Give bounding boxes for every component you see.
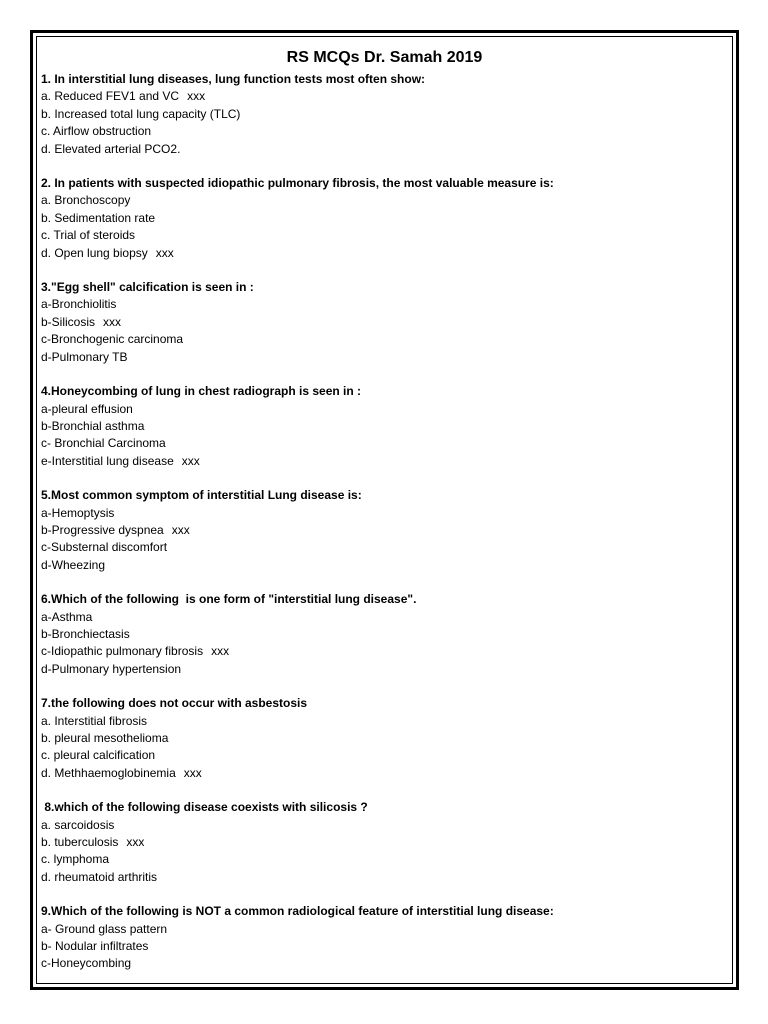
question-text: 4.Honeycombing of lung in chest radiograph is seen in : <box>41 384 362 399</box>
answer-option <box>41 609 728 626</box>
option-label: c-Honeycombing <box>41 956 132 971</box>
answer-option <box>41 938 728 955</box>
answer-option <box>41 522 728 539</box>
answer-option <box>41 296 728 313</box>
question-block <box>41 695 728 782</box>
question-block <box>41 175 728 262</box>
document-title: RS MCQs Dr. Samah 2019 <box>286 49 483 66</box>
answer-option <box>41 921 728 938</box>
correct-answer-mark: xxx <box>171 522 190 537</box>
answer-option <box>41 192 728 209</box>
option-label: b. Sedimentation rate <box>41 210 156 225</box>
answer-option <box>41 106 728 123</box>
answer-option <box>41 88 728 105</box>
correct-answer-mark: xxx <box>183 765 202 780</box>
question-block <box>41 383 728 470</box>
answer-option <box>41 331 728 348</box>
question-list <box>41 71 728 973</box>
answer-option <box>41 314 728 331</box>
correct-answer-mark: xxx <box>155 245 174 260</box>
answer-option <box>41 713 728 730</box>
option-label: c- Bronchial Carcinoma <box>41 436 166 451</box>
answer-option <box>41 539 728 556</box>
option-label: d. rheumatoid arthritis <box>41 869 158 884</box>
option-label: d-Wheezing <box>41 557 106 572</box>
answer-option <box>41 626 728 643</box>
question-text: 3."Egg shell" calcification is seen in : <box>41 280 254 295</box>
answer-option <box>41 851 728 868</box>
option-label: a- Ground glass pattern <box>41 921 168 936</box>
answer-option <box>41 453 728 470</box>
option-label: a. sarcoidosis <box>41 817 115 832</box>
option-label: a-Hemoptysis <box>41 505 115 520</box>
question-block <box>41 71 728 158</box>
question-text: 5.Most common symptom of interstitial Lung disease is: <box>41 488 362 503</box>
answer-option <box>41 869 728 886</box>
option-label: a-Bronchiolitis <box>41 297 117 312</box>
option-label: b-Bronchiectasis <box>41 626 130 641</box>
option-label: b-Progressive dyspnea <box>41 522 164 537</box>
question-text: 8.which of the following disease coexists with silicosis ? <box>41 800 368 815</box>
question-block <box>41 903 728 973</box>
answer-option <box>41 661 728 678</box>
answer-option <box>41 435 728 452</box>
option-label: a. Interstitial fibrosis <box>41 713 148 728</box>
answer-option <box>41 123 728 140</box>
option-label: b-Bronchial asthma <box>41 418 145 433</box>
answer-option <box>41 557 728 574</box>
question-block <box>41 799 728 886</box>
answer-option <box>41 141 728 158</box>
answer-option <box>41 955 728 972</box>
option-label: c-Bronchogenic carcinoma <box>41 332 184 347</box>
option-label: c-Idiopathic pulmonary fibrosis <box>41 644 204 659</box>
answer-option <box>41 349 728 366</box>
option-label: b. tuberculosis <box>41 835 119 850</box>
option-label: e-Interstitial lung disease <box>41 453 174 468</box>
option-label: c. lymphoma <box>41 852 110 867</box>
correct-answer-mark: xxx <box>126 835 145 850</box>
answer-option <box>41 747 728 764</box>
option-label: b. Increased total lung capacity (TLC) <box>41 106 241 121</box>
answer-option <box>41 817 728 834</box>
question-text: 6.Which of the following is one form of "interstitial lung disease". <box>41 592 417 607</box>
option-label: a-pleural effusion <box>41 401 133 416</box>
correct-answer-mark: xxx <box>181 453 200 468</box>
option-label: c. Trial of steroids <box>41 228 136 243</box>
page-border <box>30 30 739 990</box>
option-label: c. Airflow obstruction <box>41 124 152 139</box>
option-label: c-Substernal discomfort <box>41 540 168 555</box>
question-text: 1. In interstitial lung diseases, lung function tests most often show: <box>41 72 426 86</box>
correct-answer-mark: xxx <box>103 314 122 329</box>
option-label: a. Reduced FEV1 and VC <box>41 89 180 104</box>
question-block <box>41 591 728 678</box>
answer-option <box>41 227 728 244</box>
option-label: d-Pulmonary hypertension <box>41 661 182 676</box>
option-label: c. pleural calcification <box>41 748 156 763</box>
option-label: d. Open lung biopsy <box>41 245 148 260</box>
question-text: 9.Which of the following is NOT a common radiological feature of interstitial lung disease: <box>41 904 554 919</box>
document-content <box>41 47 728 990</box>
option-label: b- Nodular infiltrates <box>41 939 149 954</box>
correct-answer-mark: xxx <box>211 644 230 659</box>
option-label: d. Methhaemoglobinemia <box>41 765 176 780</box>
question-block <box>41 279 728 366</box>
question-block <box>41 487 728 574</box>
answer-option <box>41 834 728 851</box>
option-label: b. pleural mesothelioma <box>41 731 169 745</box>
answer-option <box>41 643 728 660</box>
option-label: d. Elevated arterial PCO2. <box>41 141 181 156</box>
option-label: b-Silicosis <box>41 314 96 329</box>
question-text: 7.the following does not occur with asbestosis <box>41 696 308 711</box>
option-label: a-Asthma <box>41 609 93 624</box>
answer-option <box>41 245 728 262</box>
answer-option <box>41 765 728 782</box>
option-label: a. Bronchoscopy <box>41 193 131 208</box>
option-label: d-Pulmonary TB <box>41 349 128 364</box>
answer-option <box>41 730 728 747</box>
correct-answer-mark: xxx <box>187 89 206 104</box>
question-text: 2. In patients with suspected idiopathic pulmonary fibrosis, the most valuable measure is: <box>41 176 554 191</box>
answer-option <box>41 418 728 435</box>
answer-option <box>41 505 728 522</box>
answer-option <box>41 401 728 418</box>
answer-option <box>41 210 728 227</box>
